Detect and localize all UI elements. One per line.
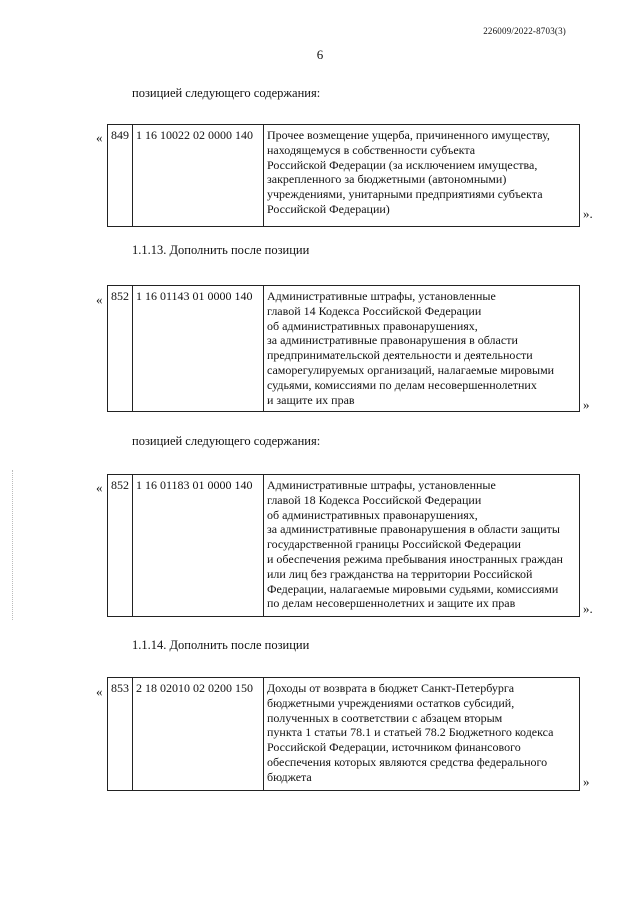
description-line: по делам несовершеннолетних и защите их прав [267,596,516,611]
description-line: находящемуся в собственности субъекта [267,142,476,157]
section-1-1-14-paragraph: 1.1.14. Дополнить после позиции [132,638,310,652]
description-line: полученных в соответствии с абзацем вторым [267,710,503,725]
document-reference-number: 226009/2022-8703(3) [483,26,566,36]
description-line: Федерации, налагаемые мировыми судьями, комиссиями [267,581,559,596]
opening-quote: « [96,292,103,307]
intro-paragraph: позицией следующего содержания: [132,86,321,100]
description-line: государственной границы Российской Федерации [267,537,521,552]
description-cell [264,678,580,791]
budget-code-table [107,124,580,227]
description-line: обеспечения которых являются средства федерального [267,754,548,769]
admin-code-cell: 849 [108,125,133,227]
description-line: пункта 1 статьи 78.1 и статьей 78.2 Бюджетного кодекса [267,725,554,740]
description-line: Российской Федерации (за исключением имущества, [267,157,538,172]
description-line: бюджетными учреждениями остатков субсидий, [267,695,515,710]
description-cell [264,475,580,617]
opening-quote: « [96,684,103,699]
budget-code-table [107,677,580,791]
table-row [108,286,580,412]
table-row [108,475,580,617]
description-line: саморегулируемых организаций, налагаемые мировыми [267,362,555,377]
description-line: Административные штрафы, установленные [267,289,496,303]
intro-paragraph: позицией следующего содержания: [132,434,321,448]
page-number: 6 [316,47,324,62]
description-line: главой 18 Кодекса Российской Федерации [267,492,482,507]
description-line: об административных правонарушениях, [267,507,478,522]
description-line: Российской Федерации, источником финансового [267,740,521,755]
kbk-code-cell: 1 16 10022 02 0000 140 [133,125,264,227]
kbk-code-cell: 1 16 01183 01 0000 140 [133,475,264,617]
closing-quote: ». [583,601,593,616]
description-line: Российской Федерации) [267,201,390,216]
description-line: и обеспечения режима пребывания иностранных граждан [267,551,563,566]
description-line: главой 14 Кодекса Российской Федерации [267,303,482,318]
budget-code-table [107,285,580,412]
description-line: закрепленного за бюджетными (автономными) [267,172,507,187]
description-line: за административные правонарушения в области [267,333,518,348]
scan-artifact-line [12,470,14,620]
kbk-code-cell: 1 16 01143 01 0000 140 [133,286,264,412]
table-row [108,125,580,227]
kbk-code-cell: 2 18 02010 02 0200 150 [133,678,264,791]
admin-code-cell: 852 [108,286,133,412]
description-line: учреждениями, унитарными предприятиями субъекта [267,187,543,202]
description-line: Доходы от возврата в бюджет Санкт-Петербурга [267,681,515,695]
description-line: или лиц без гражданства на территории Российской [267,566,533,581]
description-line: судьями, комиссиями по делам несовершеннолетних [267,377,537,392]
description-cell [264,125,580,227]
description-line: бюджета [267,769,312,784]
opening-quote: « [96,130,103,145]
section-1-1-13-paragraph: 1.1.13. Дополнить после позиции [132,243,310,257]
description-line: и защите их прав [267,392,355,407]
budget-code-table [107,474,580,617]
admin-code-cell: 853 [108,678,133,791]
description-line: предпринимательской деятельности и деятельности [267,348,533,363]
admin-code-cell: 852 [108,475,133,617]
closing-quote: ». [583,206,593,221]
description-cell [264,286,580,412]
description-line: об административных правонарушениях, [267,318,478,333]
opening-quote: « [96,480,103,495]
description-line: Прочее возмещение ущерба, причиненного имуществу, [267,128,550,142]
closing-quote: » [583,397,590,412]
description-line: Административные штрафы, установленные [267,478,496,492]
closing-quote: » [583,774,590,789]
table-row [108,678,580,791]
description-line: за административные правонарушения в области защиты [267,522,560,537]
